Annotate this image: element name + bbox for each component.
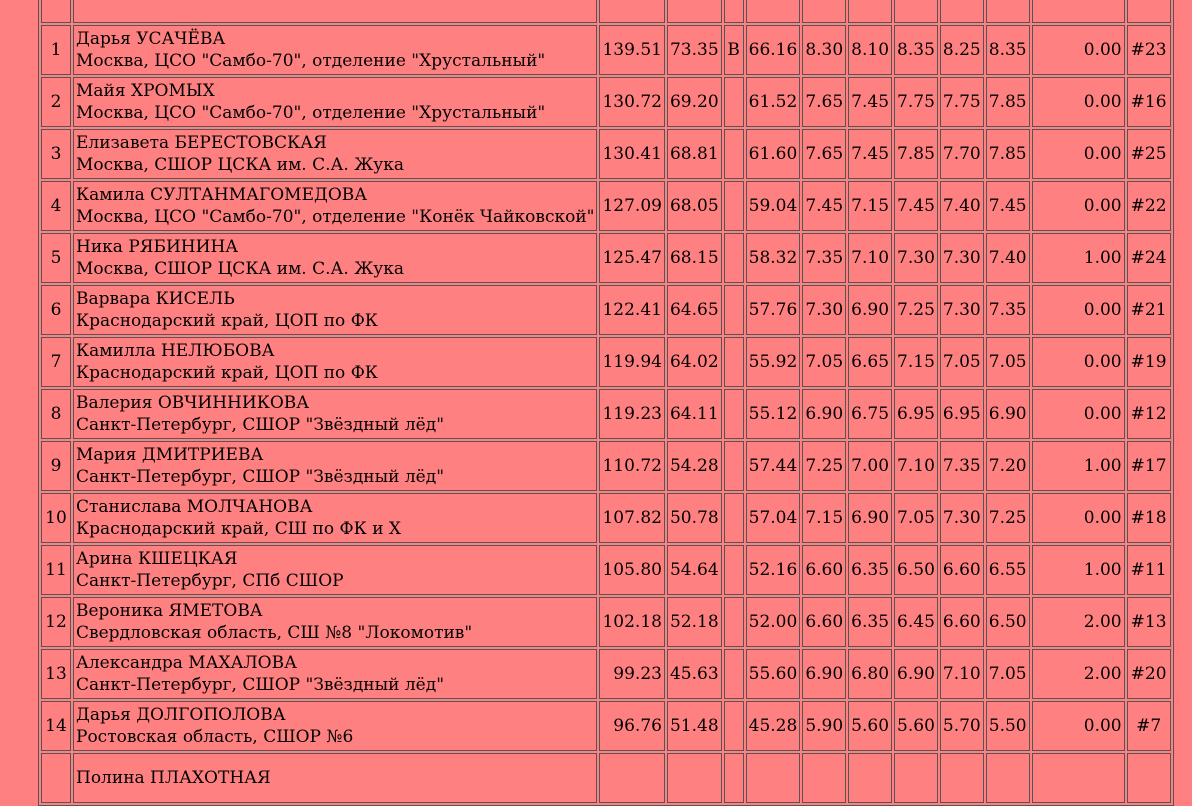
result-row <box>41 545 1171 595</box>
cell-deductions: 1.00 <box>1032 545 1125 595</box>
cell-deductions: 0.00 <box>1032 25 1125 75</box>
cell-performance: 7.85 <box>894 129 938 179</box>
cell-performance: 7.15 <box>894 337 938 387</box>
cell-performance: 7.75 <box>894 77 938 127</box>
cell-transitions: 7.00 <box>848 441 892 491</box>
cell-start-number: #23 <box>1127 25 1171 75</box>
cell-athlete <box>73 441 597 491</box>
cell-athlete <box>73 77 597 127</box>
result-row <box>41 597 1171 647</box>
cell-start-number: #16 <box>1127 77 1171 127</box>
cell-technical-score: 68.05 <box>667 181 722 231</box>
header-row <box>41 0 1171 23</box>
cell-total-segment-score: 130.41 <box>599 129 664 179</box>
cell-composition: 7.10 <box>940 649 984 699</box>
cell-place: 8 <box>41 389 71 439</box>
cell-bonus <box>724 337 744 387</box>
athlete-name: Ника РЯБИНИНА <box>76 237 239 257</box>
cell-skating-skills: 6.90 <box>802 649 846 699</box>
athlete-name: Арина КШЕЦКАЯ <box>76 549 238 569</box>
result-row <box>41 493 1171 543</box>
cell-total-segment-score: 96.76 <box>599 701 664 751</box>
cell-bonus <box>724 701 744 751</box>
cell-technical-score: 51.48 <box>667 701 722 751</box>
cell-start-number: #18 <box>1127 493 1171 543</box>
cell-start-number: #12 <box>1127 389 1171 439</box>
athlete-name: Дарья УСАЧЁВА <box>76 29 226 49</box>
athlete-club: Москва, СШОР ЦСКА им. С.А. Жука <box>76 155 405 175</box>
cell-place: 10 <box>41 493 71 543</box>
cell-performance: 8.35 <box>894 25 938 75</box>
athlete-name: Мария ДМИТРИЕВА <box>76 445 264 465</box>
cell-transitions: 6.75 <box>848 389 892 439</box>
cell-total-segment-score: 125.47 <box>599 233 664 283</box>
cell-skating-skills: 6.60 <box>802 597 846 647</box>
cell-bonus <box>724 597 744 647</box>
cell-bonus: B <box>724 25 744 75</box>
cell-bonus <box>724 181 744 231</box>
cell-transitions: 6.80 <box>848 649 892 699</box>
cell-total-segment-score: 139.51 <box>599 25 664 75</box>
cell-program-components: 55.12 <box>746 389 801 439</box>
cell-transitions <box>848 753 892 803</box>
cell-technical-score <box>667 753 722 803</box>
header-place <box>41 0 71 23</box>
cell-skating-skills: 6.60 <box>802 545 846 595</box>
cell-total-segment-score: 130.72 <box>599 77 664 127</box>
cell-technical-score: 68.81 <box>667 129 722 179</box>
header-program-components <box>746 0 801 23</box>
cell-start-number: #19 <box>1127 337 1171 387</box>
cell-place: 5 <box>41 233 71 283</box>
cell-deductions: 2.00 <box>1032 597 1125 647</box>
athlete-club: Краснодарский край, ЦОП по ФК <box>76 363 378 383</box>
cell-interpretation: 7.05 <box>986 649 1030 699</box>
cell-total-segment-score: 110.72 <box>599 441 664 491</box>
cell-composition: 7.30 <box>940 233 984 283</box>
cell-place: 7 <box>41 337 71 387</box>
athlete-name: Елизавета БЕРЕСТОВСКАЯ <box>76 133 327 153</box>
cell-program-components: 55.92 <box>746 337 801 387</box>
cell-interpretation: 7.05 <box>986 337 1030 387</box>
cell-place: 12 <box>41 597 71 647</box>
cell-performance: 7.25 <box>894 285 938 335</box>
cell-technical-score: 50.78 <box>667 493 722 543</box>
cell-bonus <box>724 649 744 699</box>
cell-program-components: 52.16 <box>746 545 801 595</box>
cell-technical-score: 52.18 <box>667 597 722 647</box>
cell-composition: 7.40 <box>940 181 984 231</box>
athlete-club: Москва, СШОР ЦСКА им. С.А. Жука <box>76 259 405 279</box>
cell-program-components: 57.44 <box>746 441 801 491</box>
cell-start-number: #24 <box>1127 233 1171 283</box>
header-transitions <box>848 0 892 23</box>
athlete-club: Москва, ЦСО "Самбо-70", отделение "Конёк Чайковской" <box>76 207 595 227</box>
cell-interpretation: 5.50 <box>986 701 1030 751</box>
cell-athlete <box>73 337 597 387</box>
cell-athlete <box>73 389 597 439</box>
athlete-club: Москва, ЦСО "Самбо-70", отделение "Хрустальный" <box>76 51 546 71</box>
cell-start-number: #21 <box>1127 285 1171 335</box>
cell-transitions: 7.10 <box>848 233 892 283</box>
cell-interpretation: 8.35 <box>986 25 1030 75</box>
cell-technical-score: 73.35 <box>667 25 722 75</box>
header-bonus <box>724 0 744 23</box>
cell-athlete <box>73 233 597 283</box>
cell-composition: 6.95 <box>940 389 984 439</box>
cell-performance: 7.05 <box>894 493 938 543</box>
cell-technical-score: 54.28 <box>667 441 722 491</box>
cell-transitions: 6.35 <box>848 545 892 595</box>
cell-composition: 7.75 <box>940 77 984 127</box>
athlete-club: Краснодарский край, ЦОП по ФК <box>76 311 378 331</box>
cell-skating-skills: 7.25 <box>802 441 846 491</box>
cell-interpretation: 6.55 <box>986 545 1030 595</box>
athlete-name: Дарья ДОЛГОПОЛОВА <box>76 705 286 725</box>
cell-transitions: 7.45 <box>848 129 892 179</box>
cell-program-components: 61.60 <box>746 129 801 179</box>
cell-interpretation: 7.20 <box>986 441 1030 491</box>
cell-deductions: 0.00 <box>1032 389 1125 439</box>
cell-performance <box>894 753 938 803</box>
cell-program-components: 66.16 <box>746 25 801 75</box>
cell-interpretation: 7.25 <box>986 493 1030 543</box>
result-row <box>41 181 1171 231</box>
cell-program-components <box>746 753 801 803</box>
cell-transitions: 6.65 <box>848 337 892 387</box>
cell-bonus <box>724 233 744 283</box>
results-table <box>38 0 1174 806</box>
header-performance <box>894 0 938 23</box>
cell-technical-score: 54.64 <box>667 545 722 595</box>
cell-transitions: 7.15 <box>848 181 892 231</box>
cell-total-segment-score: 99.23 <box>599 649 664 699</box>
cell-interpretation: 6.50 <box>986 597 1030 647</box>
result-row <box>41 389 1171 439</box>
cell-place: 13 <box>41 649 71 699</box>
cell-deductions: 0.00 <box>1032 181 1125 231</box>
cell-place: 2 <box>41 77 71 127</box>
cell-composition: 7.05 <box>940 337 984 387</box>
result-row <box>41 77 1171 127</box>
cell-place: 9 <box>41 441 71 491</box>
cell-place: 11 <box>41 545 71 595</box>
header-start-number <box>1127 0 1171 23</box>
cell-total-segment-score: 127.09 <box>599 181 664 231</box>
cell-total-segment-score: 119.23 <box>599 389 664 439</box>
result-row <box>41 337 1171 387</box>
cell-bonus <box>724 493 744 543</box>
cell-athlete <box>73 649 597 699</box>
athlete-name: Камилла НЕЛЮБОВА <box>76 341 275 361</box>
cell-performance: 6.50 <box>894 545 938 595</box>
header-skating-skills <box>802 0 846 23</box>
cell-interpretation <box>986 753 1030 803</box>
cell-skating-skills: 7.65 <box>802 129 846 179</box>
cell-performance: 6.45 <box>894 597 938 647</box>
cell-transitions: 7.45 <box>848 77 892 127</box>
cell-athlete <box>73 701 597 751</box>
header-deductions <box>1032 0 1125 23</box>
cell-composition: 7.70 <box>940 129 984 179</box>
cell-total-segment-score: 102.18 <box>599 597 664 647</box>
cell-interpretation: 7.85 <box>986 77 1030 127</box>
cell-skating-skills: 7.15 <box>802 493 846 543</box>
cell-skating-skills: 7.45 <box>802 181 846 231</box>
cell-start-number: #20 <box>1127 649 1171 699</box>
cell-place <box>41 753 71 803</box>
cell-deductions: 0.00 <box>1032 337 1125 387</box>
cell-interpretation: 7.85 <box>986 129 1030 179</box>
cell-composition: 7.35 <box>940 441 984 491</box>
athlete-club: Санкт-Петербург, СШОР "Звёздный лёд" <box>76 415 445 435</box>
cell-athlete <box>73 493 597 543</box>
cell-program-components: 58.32 <box>746 233 801 283</box>
cell-place: 3 <box>41 129 71 179</box>
cell-deductions: 0.00 <box>1032 701 1125 751</box>
cell-transitions: 6.90 <box>848 493 892 543</box>
cell-bonus <box>724 129 744 179</box>
cell-bonus <box>724 545 744 595</box>
cell-deductions: 0.00 <box>1032 129 1125 179</box>
cell-athlete <box>73 753 597 803</box>
cell-place: 1 <box>41 25 71 75</box>
cell-skating-skills: 8.30 <box>802 25 846 75</box>
cell-total-segment-score: 107.82 <box>599 493 664 543</box>
athlete-club: Санкт-Петербург, СШОР "Звёздный лёд" <box>76 675 445 695</box>
athlete-name: Камила СУЛТАНМАГОМЕДОВА <box>76 185 368 205</box>
cell-technical-score: 64.02 <box>667 337 722 387</box>
cell-start-number: #17 <box>1127 441 1171 491</box>
cell-program-components: 55.60 <box>746 649 801 699</box>
cell-program-components: 61.52 <box>746 77 801 127</box>
cell-program-components: 59.04 <box>746 181 801 231</box>
cell-deductions: 1.00 <box>1032 233 1125 283</box>
cell-skating-skills <box>802 753 846 803</box>
cell-start-number: #7 <box>1127 701 1171 751</box>
cell-skating-skills: 7.30 <box>802 285 846 335</box>
cell-deductions: 1.00 <box>1032 441 1125 491</box>
cell-interpretation: 7.35 <box>986 285 1030 335</box>
cell-technical-score: 69.20 <box>667 77 722 127</box>
cell-composition: 6.60 <box>940 545 984 595</box>
cell-skating-skills: 5.90 <box>802 701 846 751</box>
cell-bonus <box>724 77 744 127</box>
cell-bonus <box>724 389 744 439</box>
result-row <box>41 129 1171 179</box>
cell-athlete <box>73 129 597 179</box>
header-composition <box>940 0 984 23</box>
cell-performance: 6.95 <box>894 389 938 439</box>
cell-interpretation: 7.40 <box>986 233 1030 283</box>
cell-technical-score: 64.11 <box>667 389 722 439</box>
cell-place: 6 <box>41 285 71 335</box>
cell-program-components: 57.76 <box>746 285 801 335</box>
cell-technical-score: 45.63 <box>667 649 722 699</box>
header-total-segment-score <box>599 0 664 23</box>
cell-composition: 7.30 <box>940 285 984 335</box>
cell-composition: 6.60 <box>940 597 984 647</box>
cell-athlete <box>73 25 597 75</box>
cell-deductions: 0.00 <box>1032 285 1125 335</box>
cell-deductions: 0.00 <box>1032 493 1125 543</box>
result-row <box>41 233 1171 283</box>
athlete-name: Александра МАХАЛОВА <box>76 653 297 673</box>
cell-performance: 6.90 <box>894 649 938 699</box>
cell-bonus <box>724 753 744 803</box>
cell-performance: 7.45 <box>894 181 938 231</box>
header-interpretation <box>986 0 1030 23</box>
athlete-club: Краснодарский край, СШ по ФК и Х <box>76 519 402 539</box>
cell-place: 4 <box>41 181 71 231</box>
cell-athlete <box>73 597 597 647</box>
cell-technical-score: 68.15 <box>667 233 722 283</box>
cell-transitions: 5.60 <box>848 701 892 751</box>
cell-composition: 5.70 <box>940 701 984 751</box>
cell-transitions: 6.35 <box>848 597 892 647</box>
cell-bonus <box>724 285 744 335</box>
cell-skating-skills: 7.35 <box>802 233 846 283</box>
cell-technical-score: 64.65 <box>667 285 722 335</box>
cell-skating-skills: 7.65 <box>802 77 846 127</box>
cell-start-number: #25 <box>1127 129 1171 179</box>
cell-start-number: #22 <box>1127 181 1171 231</box>
cell-composition <box>940 753 984 803</box>
cell-interpretation: 6.90 <box>986 389 1030 439</box>
athlete-name: Станислава МОЛЧАНОВА <box>76 497 313 517</box>
cell-deductions: 2.00 <box>1032 649 1125 699</box>
cell-place: 14 <box>41 701 71 751</box>
cell-start-number: #11 <box>1127 545 1171 595</box>
cell-athlete <box>73 285 597 335</box>
cell-transitions: 6.90 <box>848 285 892 335</box>
cell-interpretation: 7.45 <box>986 181 1030 231</box>
cell-program-components: 57.04 <box>746 493 801 543</box>
result-row <box>41 649 1171 699</box>
cell-total-segment-score: 105.80 <box>599 545 664 595</box>
cell-transitions: 8.10 <box>848 25 892 75</box>
athlete-club: Санкт-Петербург, СПб СШОР <box>76 571 344 591</box>
result-row <box>41 701 1171 751</box>
cell-start-number <box>1127 753 1171 803</box>
athlete-name: Варвара КИСЕЛЬ <box>76 289 235 309</box>
header-technical-score <box>667 0 722 23</box>
cell-total-segment-score: 122.41 <box>599 285 664 335</box>
athlete-club: Свердловская область, СШ №8 "Локомотив" <box>76 623 473 643</box>
cell-composition: 7.30 <box>940 493 984 543</box>
result-row <box>41 753 1171 803</box>
athlete-name: Полина ПЛАХОТНАЯ <box>76 768 271 788</box>
athlete-club: Ростовская область, СШОР №6 <box>76 727 354 747</box>
cell-deductions <box>1032 753 1125 803</box>
cell-bonus <box>724 441 744 491</box>
cell-skating-skills: 6.90 <box>802 389 846 439</box>
cell-total-segment-score <box>599 753 664 803</box>
result-row <box>41 285 1171 335</box>
cell-performance: 5.60 <box>894 701 938 751</box>
cell-program-components: 45.28 <box>746 701 801 751</box>
athlete-name: Майя ХРОМЫХ <box>76 81 215 101</box>
cell-composition: 8.25 <box>940 25 984 75</box>
athlete-name: Вероника ЯМЕТОВА <box>76 601 263 621</box>
cell-program-components: 52.00 <box>746 597 801 647</box>
cell-deductions: 0.00 <box>1032 77 1125 127</box>
athlete-club: Санкт-Петербург, СШОР "Звёздный лёд" <box>76 467 445 487</box>
cell-athlete <box>73 181 597 231</box>
result-row <box>41 25 1171 75</box>
cell-skating-skills: 7.05 <box>802 337 846 387</box>
cell-start-number: #13 <box>1127 597 1171 647</box>
cell-performance: 7.10 <box>894 441 938 491</box>
cell-athlete <box>73 545 597 595</box>
athlete-name: Валерия ОВЧИННИКОВА <box>76 393 310 413</box>
athlete-club: Москва, ЦСО "Самбо-70", отделение "Хрустальный" <box>76 103 546 123</box>
cell-performance: 7.30 <box>894 233 938 283</box>
cell-total-segment-score: 119.94 <box>599 337 664 387</box>
result-row <box>41 441 1171 491</box>
header-name <box>73 0 597 23</box>
